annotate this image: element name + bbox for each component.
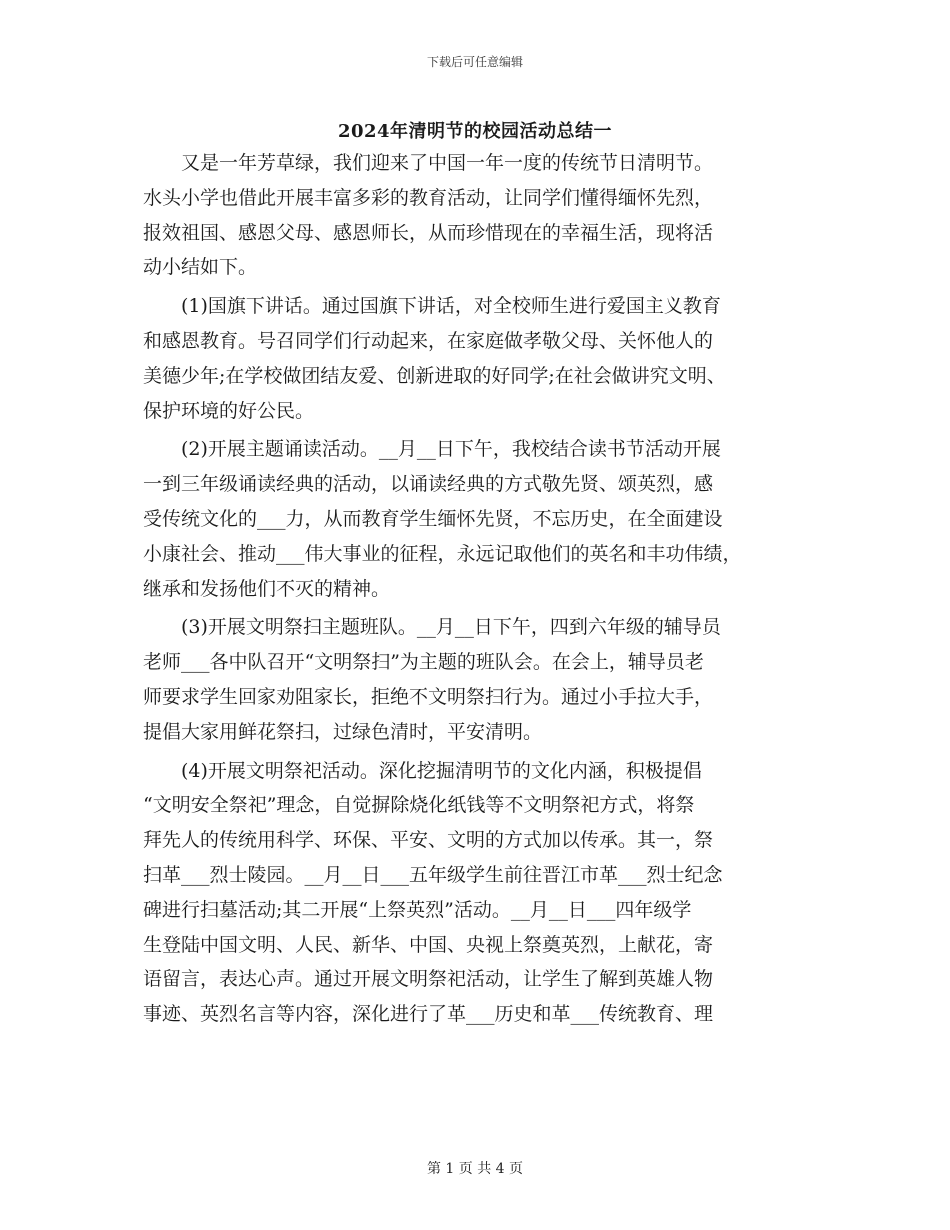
paragraph-1 bbox=[143, 289, 823, 428]
text-line: 保护环境的好公民。 bbox=[143, 399, 315, 422]
text-line: (4)开展文明祭祀活动。深化挖掘清明节的文化内涵，积极提倡 bbox=[143, 759, 702, 782]
header-note: 下载后可任意编辑 bbox=[426, 55, 523, 69]
paragraph-4 bbox=[143, 754, 823, 1032]
text-line: 和感恩教育。号召同学们行动起来，在家庭做孝敬父母、关怀他人的 bbox=[143, 329, 714, 352]
document-title: 2024年清明节的校园活动总结一 bbox=[337, 121, 613, 142]
text-line: 动小结如下。 bbox=[143, 256, 258, 279]
text-line: 提倡大家用鲜花祭扫，过绿色清时，平安清明。 bbox=[143, 720, 543, 743]
text-line: 语留言，表达心声。通过开展文明祭祀活动，让学生了解到英雄人物 bbox=[143, 968, 714, 991]
text-line: (2)开展主题诵读活动。__月__日下午，我校结合读书节活动开展 bbox=[143, 438, 721, 461]
text-line: 扫革___烈士陵园。__月__日___五年级学生前往晋江市革___烈士纪念 bbox=[143, 863, 723, 886]
paragraph-2 bbox=[143, 432, 823, 606]
text-line: 水头小学也借此开展丰富多彩的教育活动，让同学们懂得缅怀先烈， bbox=[143, 186, 714, 209]
text-line: 报效祖国、感恩父母、感恩师长，从而珍惜现在的幸福生活，现将活 bbox=[143, 221, 714, 244]
text-line: 碑进行扫墓活动;其二开展“上祭英烈”活动。__月__日___四年级学 bbox=[143, 898, 692, 921]
paragraph-3 bbox=[143, 610, 823, 749]
text-line: 拜先人的传统用科学、环保、平安、文明的方式加以传承。其一，祭 bbox=[143, 829, 714, 852]
document-body bbox=[143, 146, 823, 1032]
text-line: 小康社会、推动___伟大事业的征程，永远记取他们的英名和丰功伟绩， bbox=[143, 542, 742, 565]
text-line: 一到三年级诵读经典的活动，以诵读经典的方式敬先贤、颂英烈，感 bbox=[143, 473, 714, 496]
text-line: 事迹、英烈名言等内容，深化进行了革___历史和革___传统教育、理 bbox=[143, 1003, 714, 1026]
text-line: 受传统文化的___力，从而教育学生缅怀先贤，不忘历史，在全面建设 bbox=[143, 507, 723, 530]
text-line: 又是一年芳草绿，我们迎来了中国一年一度的传统节日清明节。 bbox=[143, 152, 714, 174]
text-line: “文明安全祭祀”理念，自觉摒除烧化纸钱等不文明祭祀方式，将祭 bbox=[143, 794, 695, 817]
page-footer: 第 1 页 共 4 页 bbox=[426, 1161, 524, 1177]
text-line: (1)国旗下讲话。通过国旗下讲话，对全校师生进行爱国主义教育 bbox=[143, 295, 721, 318]
text-line: 美德少年;在学校做团结友爱、创新进取的好同学;在社会做讲究文明、 bbox=[143, 364, 726, 387]
text-line: (3)开展文明祭扫主题班队。__月__日下午，四到六年级的辅导员 bbox=[143, 616, 721, 639]
paragraph-intro bbox=[143, 146, 823, 285]
text-line: 师要求学生回家劝阻家长，拒绝不文明祭扫行为。通过小手拉大手， bbox=[143, 685, 714, 708]
text-line: 老师___各中队召开“文明祭扫”为主题的班队会。在会上，辅导员老 bbox=[143, 651, 704, 674]
text-line: 生登陆中国文明、人民、新华、中国、央视上祭奠英烈，上献花，寄 bbox=[143, 933, 714, 956]
text-line: 继承和发扬他们不灭的精神。 bbox=[143, 577, 391, 600]
